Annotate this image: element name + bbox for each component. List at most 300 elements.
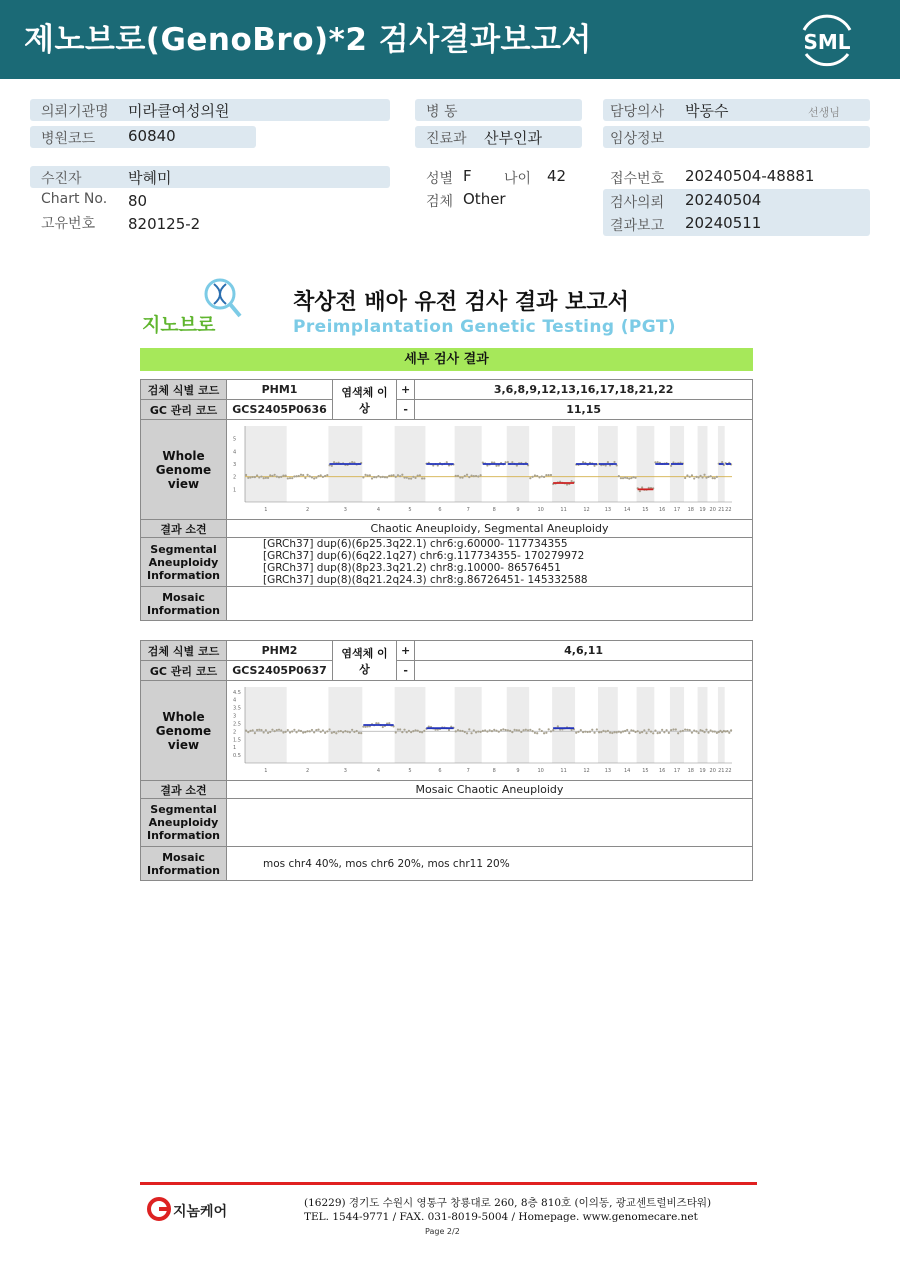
x-tick-label: 11: [560, 768, 567, 774]
copy-number-point: [620, 477, 622, 479]
age-value: 42: [547, 167, 567, 185]
y-tick-label: 3: [233, 462, 237, 468]
x-tick-label: 20: [709, 507, 716, 513]
copy-number-point: [643, 729, 645, 731]
footer-address-line: (16229) 경기도 수원시 영통구 창룡대로 260, 8층 810호 (이의동, 광교센트럴비즈타워): [304, 1197, 712, 1209]
copy-number-point: [659, 732, 661, 734]
copy-number-point: [705, 477, 707, 479]
copy-number-point: [457, 729, 459, 731]
segmental-line: [GRCh37] dup(6)(6p25.3q22.1) chr6:g.60000- 117734355: [263, 538, 568, 550]
copy-number-point: [650, 731, 652, 733]
y-tick-label: 0.5: [233, 753, 241, 760]
x-tick-label: 16: [658, 768, 666, 774]
x-tick-label: 1: [264, 768, 268, 774]
patient-value: 박혜미: [128, 169, 172, 187]
x-tick-label: 4: [376, 507, 381, 513]
copy-number-point: [461, 477, 463, 479]
copy-number-point: [249, 730, 251, 732]
copy-number-point: [302, 732, 304, 734]
copy-number-point: [304, 477, 306, 479]
copy-number-point: [401, 731, 403, 733]
copy-number-point: [522, 729, 524, 731]
copy-number-point: [626, 477, 628, 479]
copy-number-point: [353, 731, 355, 733]
copy-number-point: [491, 730, 493, 732]
institution-label: 의뢰기관명: [41, 104, 109, 120]
copy-number-point: [616, 731, 618, 733]
x-tick-label: 13: [604, 507, 612, 513]
x-tick-label: 22: [725, 768, 732, 774]
y-tick-label: 5: [233, 436, 237, 443]
copy-number-point: [421, 731, 423, 733]
copy-number-point: [637, 730, 639, 732]
chromosome-band: [395, 426, 426, 502]
x-tick-label: 10: [537, 768, 544, 774]
x-tick-label: 6: [438, 507, 442, 513]
copy-number-point: [252, 729, 254, 731]
copy-number-point: [693, 729, 695, 731]
mosaic-label: Mosaic Information: [141, 847, 227, 881]
copy-number-point: [271, 729, 273, 731]
copy-number-point: [628, 478, 630, 480]
copy-number-point: [712, 730, 714, 732]
report-label: 결과보고: [610, 218, 665, 234]
report-value: 20240511: [685, 214, 762, 232]
copy-number-point: [580, 729, 582, 731]
x-tick-label: 2: [305, 768, 310, 774]
copy-number-point: [304, 731, 306, 733]
accession-value: 20240504-48881: [685, 167, 815, 185]
copy-number-point: [489, 729, 491, 731]
copy-number-point: [645, 732, 647, 734]
copy-number-point: [686, 474, 688, 476]
copy-number-point: [703, 474, 705, 476]
copy-number-point: [582, 461, 584, 463]
chromosome-band: [507, 687, 529, 763]
copy-number-point: [473, 729, 475, 731]
id-value: 820125-2: [128, 215, 201, 233]
chrom-abnormal-label: 염색체 이상: [333, 641, 397, 681]
whole-genome-plot-1: [231, 422, 736, 514]
copy-number-point: [663, 731, 665, 733]
copy-number-point: [703, 731, 705, 733]
copy-number-point: [331, 465, 333, 467]
x-tick-label: 17: [673, 768, 681, 774]
copy-number-point: [689, 476, 691, 478]
copy-number-point: [639, 732, 641, 734]
copy-number-point: [495, 730, 497, 732]
x-tick-label: 19: [699, 507, 706, 513]
copy-number-point: [543, 732, 545, 734]
copy-number-point: [347, 731, 349, 733]
result-label: 결과 소견: [141, 520, 227, 538]
copy-number-point: [271, 475, 273, 477]
copy-number-point: [265, 729, 267, 731]
copy-number-point: [289, 731, 291, 733]
age-label: 나이: [504, 171, 532, 187]
result-value: Chaotic Aneuploidy, Segmental Aneuploidy: [227, 520, 753, 538]
copy-number-point: [274, 474, 276, 476]
copy-number-point: [269, 474, 271, 476]
sample-code-label: 검체 식별 코드: [141, 380, 227, 400]
chromosome-band: [718, 687, 725, 763]
copy-number-point: [392, 474, 394, 476]
segmental-label: Segmental Aneuploidy Information: [141, 538, 227, 587]
copy-number-point: [320, 474, 322, 476]
copy-number-point: [468, 728, 470, 730]
copy-number-point: [543, 476, 545, 478]
copy-number-point: [548, 728, 550, 730]
chromosome-band: [395, 687, 426, 763]
department-value: 산부인과: [484, 129, 542, 147]
copy-number-point: [408, 477, 410, 479]
copy-number-point: [730, 729, 732, 731]
copy-number-point: [377, 475, 379, 477]
copy-number-point: [675, 728, 677, 730]
doctor-label: 담당의사: [610, 104, 665, 120]
copy-number-point: [527, 729, 529, 731]
copy-number-point: [249, 476, 251, 478]
copy-number-point: [344, 730, 346, 732]
copy-number-point: [672, 728, 674, 730]
copy-number-point: [340, 730, 342, 732]
copy-number-point: [455, 475, 457, 477]
copy-number-point: [710, 475, 712, 477]
copy-number-point: [587, 731, 589, 733]
copy-number-point: [313, 731, 315, 733]
chromosome-band: [637, 687, 655, 763]
copy-number-point: [657, 461, 659, 463]
x-tick-label: 5: [408, 768, 412, 774]
copy-number-point: [333, 731, 335, 733]
copy-number-point: [507, 461, 509, 463]
x-tick-label: 16: [658, 507, 666, 513]
copy-number-point: [701, 730, 703, 732]
copy-number-point: [596, 728, 598, 730]
x-tick-label: 2: [305, 507, 310, 513]
copy-number-point: [331, 732, 333, 734]
y-tick-label: 1: [233, 487, 237, 494]
copy-number-point: [295, 475, 297, 477]
copy-number-point: [388, 475, 390, 477]
copy-number-point: [414, 477, 416, 479]
gc-code-value: GCS2405P0637: [227, 661, 333, 681]
copy-number-point: [377, 722, 379, 724]
x-tick-label: 12: [583, 507, 590, 513]
copy-number-point: [548, 474, 550, 476]
copy-number-point: [298, 475, 300, 477]
sample-code-value: PHM2: [227, 641, 333, 661]
copy-number-point: [529, 729, 531, 731]
whole-genome-view-label: Whole Genome view: [141, 420, 227, 520]
segmental-info: [227, 799, 753, 847]
copy-number-point: [516, 729, 518, 731]
copy-number-point: [306, 474, 308, 476]
copy-number-point: [545, 732, 547, 734]
footer-divider: [140, 1182, 757, 1185]
copy-number-point: [309, 475, 311, 477]
copy-number-point: [326, 730, 328, 732]
chromosome-band: [245, 687, 287, 763]
y-tick-label: 2: [233, 474, 237, 481]
chrom-abnormal-label: 염색체 이상: [333, 380, 397, 420]
copy-number-point: [538, 476, 540, 478]
copy-number-point: [417, 475, 419, 477]
copy-number-point: [364, 726, 366, 728]
x-tick-label: 18: [687, 507, 694, 513]
chromosome-band: [328, 687, 362, 763]
copy-number-point: [520, 731, 522, 733]
copy-number-point: [258, 476, 260, 478]
copy-number-point: [495, 465, 497, 467]
copy-number-point: [707, 476, 709, 478]
x-tick-label: 6: [438, 768, 442, 774]
copy-number-point: [285, 731, 287, 733]
copy-number-point: [701, 476, 703, 478]
copy-number-point: [455, 730, 457, 732]
copy-number-point: [311, 476, 313, 478]
x-tick-label: 14: [624, 507, 631, 513]
copy-number-point: [557, 725, 559, 727]
copy-number-point: [464, 475, 466, 477]
institution-value: 미라클여성의원: [128, 102, 230, 120]
request-label: 검사의뢰: [610, 195, 665, 211]
copy-number-point: [654, 730, 656, 732]
copy-number-point: [541, 730, 543, 732]
copy-number-point: [459, 476, 461, 478]
copy-number-point: [254, 476, 256, 478]
copy-number-point: [505, 461, 507, 463]
copy-number-point: [509, 730, 511, 732]
copy-number-point: [632, 476, 634, 478]
x-tick-label: 9: [516, 507, 520, 513]
copy-number-point: [289, 477, 291, 479]
copy-number-point: [613, 461, 615, 463]
y-tick-label: 4: [233, 449, 237, 456]
copy-number-point: [699, 729, 701, 731]
x-tick-label: 11: [560, 507, 567, 513]
copy-number-point: [534, 732, 536, 734]
copy-number-point: [328, 728, 330, 730]
copy-number-point: [390, 474, 392, 476]
segmental-line: [GRCh37] dup(6)(6q22.1q27) chr6:g.117734355- 170279972: [263, 550, 585, 562]
chromosome-band: [455, 426, 482, 502]
copy-number-point: [693, 477, 695, 479]
id-label: 고유번호: [41, 216, 96, 232]
segmental-info: [227, 538, 753, 587]
copy-number-point: [714, 730, 716, 732]
copy-number-point: [280, 729, 282, 731]
y-tick-label: 4.5: [233, 689, 241, 696]
copy-number-point: [419, 474, 421, 476]
copy-number-point: [695, 730, 697, 732]
segmental-label: Segmental Aneuploidy Information: [141, 799, 227, 847]
copy-number-point: [618, 475, 620, 477]
copy-number-point: [699, 475, 701, 477]
x-tick-label: 8: [492, 507, 496, 513]
copy-number-point: [356, 730, 358, 732]
copy-number-point: [412, 476, 414, 478]
footer-address: [304, 1196, 711, 1224]
copy-number-point: [493, 729, 495, 731]
copy-number-point: [479, 731, 481, 733]
chromosome-band: [698, 687, 708, 763]
copy-number-point: [337, 730, 339, 732]
copy-number-point: [611, 732, 613, 734]
specimen-label: 검체: [426, 194, 454, 210]
copy-number-point: [477, 475, 479, 477]
copy-number-point: [593, 732, 595, 734]
doctor-value: 박동수: [685, 102, 729, 120]
copy-number-point: [691, 732, 693, 734]
copy-number-point: [386, 476, 388, 478]
x-tick-label: 8: [492, 768, 496, 774]
copy-number-point: [351, 461, 353, 463]
copy-number-point: [534, 474, 536, 476]
copy-number-point: [245, 729, 247, 731]
copy-number-point: [258, 729, 260, 731]
copy-number-point: [468, 476, 470, 478]
loss-chromosomes: 11,15: [415, 400, 753, 420]
copy-number-point: [349, 731, 351, 733]
copy-number-point: [697, 732, 699, 734]
doctor-suffix: 선생님: [808, 106, 840, 119]
copy-number-point: [577, 731, 579, 733]
chromosome-band: [552, 687, 575, 763]
copy-number-point: [684, 477, 686, 479]
copy-number-point: [668, 732, 670, 734]
copy-number-point: [293, 475, 295, 477]
copy-number-point: [684, 728, 686, 730]
copy-number-point: [500, 729, 502, 731]
whole-genome-view-label: Whole Genome view: [141, 681, 227, 781]
copy-number-point: [605, 730, 607, 732]
copy-number-point: [714, 477, 716, 479]
x-tick-label: 10: [537, 507, 544, 513]
department-label: 진료과: [426, 131, 467, 147]
copy-number-point: [686, 729, 688, 731]
copy-number-point: [417, 730, 419, 732]
copy-number-point: [571, 480, 573, 482]
copy-number-point: [448, 729, 450, 731]
copy-number-point: [622, 477, 624, 479]
copy-number-point: [367, 474, 369, 476]
y-tick-label: 2: [233, 729, 237, 736]
copy-number-point: [641, 731, 643, 733]
copy-number-point: [613, 731, 615, 733]
copy-number-point: [302, 474, 304, 476]
copy-number-point: [466, 732, 468, 734]
copy-number-point: [657, 732, 659, 734]
copy-number-point: [728, 732, 730, 734]
copy-number-point: [622, 730, 624, 732]
copy-number-point: [466, 474, 468, 476]
copy-number-point: [712, 477, 714, 479]
copy-number-point: [630, 729, 632, 731]
copy-number-point: [598, 731, 600, 733]
copy-number-point: [274, 730, 276, 732]
copy-number-point: [278, 476, 280, 478]
copy-number-point: [502, 728, 504, 730]
copy-number-point: [602, 730, 604, 732]
copy-number-point: [648, 729, 650, 731]
copy-number-point: [403, 729, 405, 731]
copy-number-point: [536, 732, 538, 734]
x-tick-label: 21: [718, 507, 725, 513]
page-number: Page 2/2: [425, 1227, 460, 1236]
copy-number-point: [408, 730, 410, 732]
copy-number-point: [322, 729, 324, 731]
copy-number-point: [513, 729, 515, 731]
accession-label: 접수번호: [610, 171, 665, 187]
copy-number-point: [382, 476, 384, 478]
copy-number-point: [399, 475, 401, 477]
copy-number-point: [282, 475, 284, 477]
copy-number-point: [630, 477, 632, 479]
copy-number-point: [620, 731, 622, 733]
result-label: 결과 소견: [141, 781, 227, 799]
copy-number-point: [300, 474, 302, 476]
copy-number-point: [335, 732, 337, 734]
loss-sign: -: [397, 400, 415, 420]
copy-number-point: [600, 731, 602, 733]
copy-number-point: [459, 730, 461, 732]
copy-number-point: [529, 477, 531, 479]
gain-chromosomes: 4,6,11: [415, 641, 753, 661]
gain-chromosomes: 3,6,8,9,12,13,16,17,18,21,22: [415, 380, 753, 400]
copy-number-point: [324, 732, 326, 734]
copy-number-point: [634, 477, 636, 479]
copy-number-point: [689, 729, 691, 731]
copy-number-point: [333, 461, 335, 463]
copy-number-point: [470, 732, 472, 734]
copy-number-point: [399, 728, 401, 730]
copy-number-point: [632, 730, 634, 732]
x-tick-label: 9: [516, 768, 520, 774]
copy-number-point: [609, 731, 611, 733]
copy-number-point: [320, 731, 322, 733]
x-tick-label: 12: [583, 768, 590, 774]
copy-number-point: [254, 732, 256, 734]
x-tick-label: 20: [709, 768, 716, 774]
copy-number-point: [278, 729, 280, 731]
loss-chromosomes: [415, 661, 753, 681]
gain-sign: +: [397, 380, 415, 400]
copy-number-point: [247, 731, 249, 733]
copy-number-point: [541, 475, 543, 477]
footer-company: 지놈케어: [173, 1204, 228, 1220]
copy-number-point: [584, 731, 586, 733]
copy-number-point: [380, 476, 382, 478]
x-tick-label: 15: [642, 768, 649, 774]
copy-number-point: [315, 729, 317, 731]
copy-number-point: [291, 477, 293, 479]
copy-number-point: [285, 474, 287, 476]
mosaic-value: mos chr4 40%, mos chr6 20%, mos chr11 20%: [227, 847, 753, 881]
x-tick-label: 5: [408, 507, 412, 513]
page-header: [0, 0, 900, 79]
copy-number-point: [670, 465, 672, 467]
sml-logo: [796, 10, 858, 68]
copy-number-point: [317, 728, 319, 730]
copy-number-point: [410, 478, 412, 480]
copy-number-point: [373, 476, 375, 478]
copy-number-point: [326, 474, 328, 476]
copy-number-point: [505, 729, 507, 731]
copy-number-point: [475, 731, 477, 733]
sex-value: F: [463, 167, 472, 185]
section-title: 세부 검사 결과: [140, 348, 753, 371]
